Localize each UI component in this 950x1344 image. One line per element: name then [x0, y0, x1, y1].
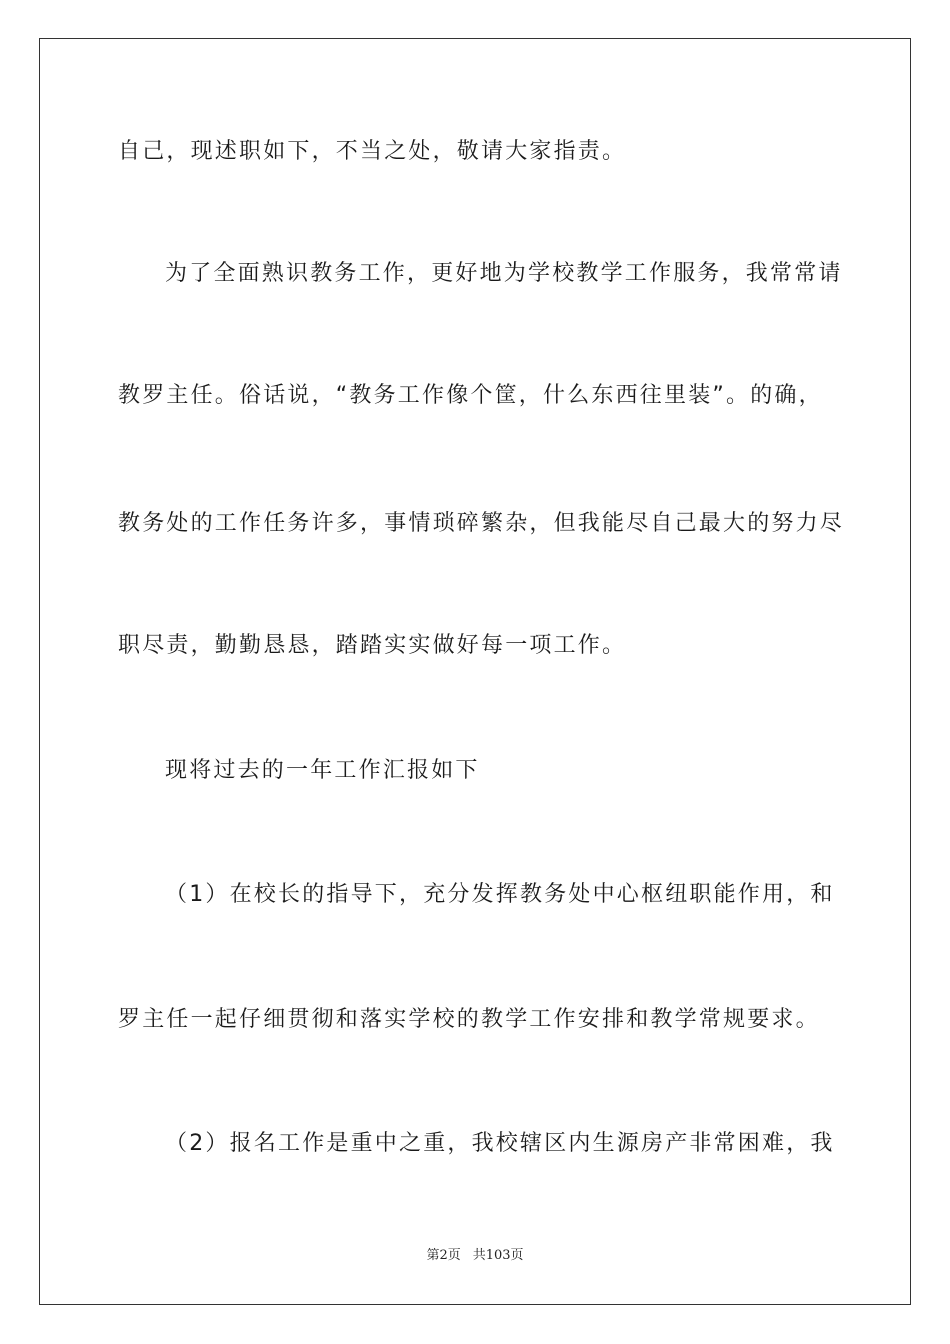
paragraph-line: 职尽责，勤勤恳恳，踏踏实实做好每一项工作。 — [118, 633, 627, 658]
paragraph-line: 自己，现述职如下，不当之处，敬请大家指责。 — [118, 139, 627, 164]
page-number: 第2页 — [426, 1248, 461, 1263]
paragraph-line: （1）在校长的指导下，充分发挥教务处中心枢纽职能作用，和 — [165, 882, 835, 907]
page-footer — [0, 1247, 950, 1265]
paragraph-line: 现将过去的一年工作汇报如下 — [165, 758, 480, 783]
paragraph-line: 教罗主任。俗话说，“教务工作像个筐，什么东西往里装”。的确， — [118, 383, 823, 408]
page-total: 共103页 — [472, 1248, 524, 1263]
paragraph-line: 罗主任一起仔细贯彻和落实学校的教学工作安排和教学常规要求。 — [118, 1007, 820, 1032]
paragraph-line: （2）报名工作是重中之重，我校辖区内生源房产非常困难，我 — [165, 1131, 835, 1156]
page-border — [39, 38, 911, 1305]
paragraph-line: 教务处的工作任务许多，事情琐碎繁杂，但我能尽自己最大的努力尽 — [118, 511, 845, 536]
paragraph-line: 为了全面熟识教务工作，更好地为学校教学工作服务，我常常请 — [165, 261, 843, 286]
